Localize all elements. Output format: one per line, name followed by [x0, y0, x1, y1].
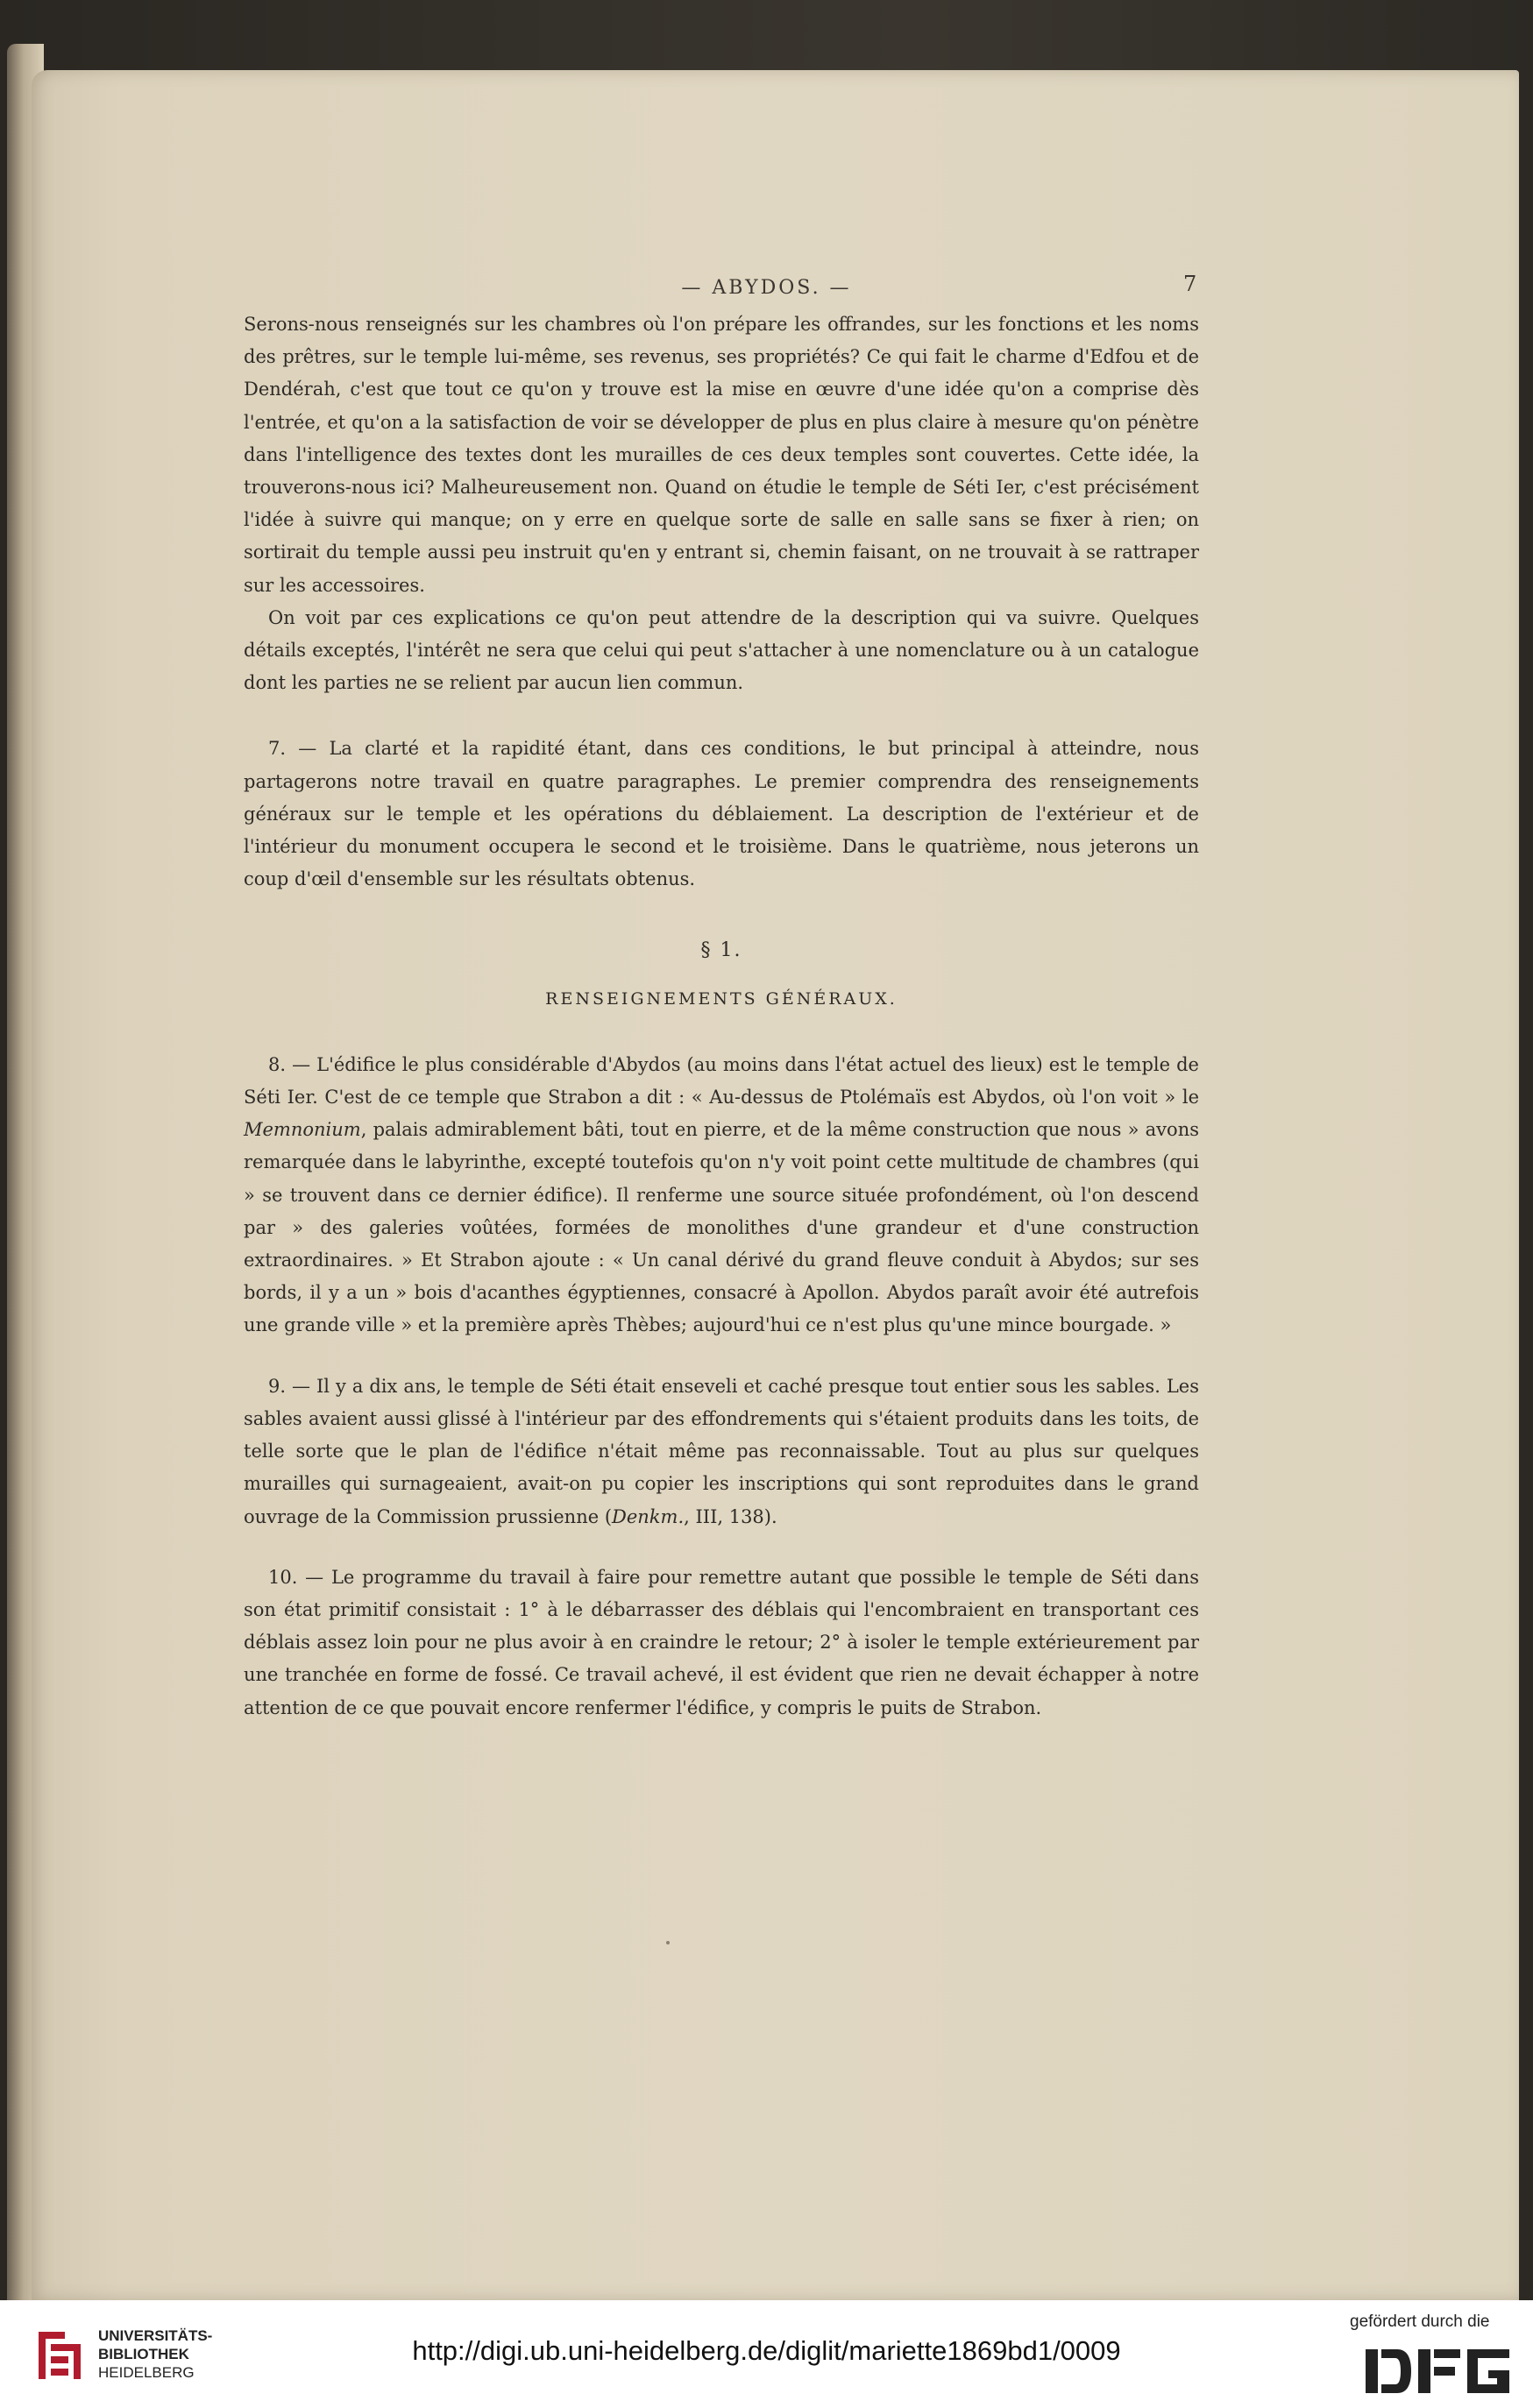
library-name-line2: BIBLIOTHEK — [98, 2346, 189, 2362]
paragraph-8-text-a: 8. — L'édifice le plus considérable d'Abydos (au moins dans l'état actuel des lieux) est le temple de Séti Ier. C'est de ce temple que Strabon a dit : « Au-dessus de Ptolémaïs est Abydos, où l'on voit » le — [244, 1053, 1199, 1108]
page-number: 7 — [1183, 272, 1197, 296]
paragraph-2: On voit par ces explications ce qu'on peut attendre de la description qui va suivre. Quelques détails exceptés, l'intérêt ne sera que celui qui peut s'attacher à une nomenclature ou à un catalogue dont les parties ne se relient par aucun lien commun. — [244, 606, 1199, 694]
paragraph-9-italic: Denkm. — [612, 1505, 685, 1527]
page-body — [244, 308, 1199, 1725]
spacer — [244, 1342, 1199, 1370]
paragraph-10: 10. — Le programme du travail à faire pour remettre autant que possible le temple de Séti dans son état primitif consistait : 1° à le débarrasser des déblais qui l'encombraient en transportant ces déblais assez loin pour ne plus avoir à en craindre le retour; 2° à isoler le temple extérieurement par une tranchée en forme de fossé. Ce travail achevé, il est évident que rien ne devait échapper à notre attention de ce que pouvait encore renfermer l'édifice, y compris le puits de Strabon. — [244, 1566, 1199, 1718]
viewer-footer — [0, 2300, 1533, 2408]
paragraph-7: 7. — La clarté et la rapidité étant, dans ces conditions, le but principal à atteindre, nous partagerons notre travail en quatre paragraphes. Le premier comprendra des renseignements généraux sur le temple et les opérations du déblaiement. La description de l'extérieur et de l'intérieur du monument occupera le second et le troisième. Dans le quatrième, nous jeterons un coup d'œil d'ensemble sur les résultats obtenus. — [244, 738, 1199, 890]
paragraph-8 — [244, 1049, 1199, 1342]
spacer — [244, 896, 1199, 929]
library-name-line3: HEIDELBERG — [98, 2364, 195, 2381]
paragraph-9 — [244, 1370, 1199, 1533]
spacer — [244, 699, 1199, 733]
funding-note: gefördert durch die — [1350, 2312, 1490, 2331]
section-number: § 1. — [700, 939, 742, 962]
dfg-logo-icon — [1364, 2346, 1513, 2397]
section-title: RENSEIGNEMENTS GÉNÉRAUX. — [545, 988, 898, 1009]
paragraph-8-italic: Memnonium — [244, 1119, 361, 1141]
paragraph-8-text-b: , palais admirablement bâti, tout en pierre, et de la même construction que nous » avons remarquée dans le labyrinthe, excepté toutefois qu'on n'y voit point cette multitude de chambres (qui » se trouvent dans ce dernier édifice). Il renferme une source située profondément, où l'on descend par » des galeries voûtées, formées de monolithes d'une grandeur et d'une construction extraordinaires. » Et Strabon ajoute : « Un canal dérivé du grand fleuve conduit à Abydos; sur ses bords, il y a un » bois d'acanthes égyptiennes, consacré à Apollon. Abydos paraît avoir été autrefois une grande ville » et la première après Thèbes; aujourd'hui ce n'est plus qu'une mince bourgade. » — [244, 1119, 1199, 1336]
running-title: — ABYDOS. — — [681, 277, 852, 299]
permalink-url[interactable]: http://digi.ub.uni-heidelberg.de/diglit/mariette1869bd1/0009 — [412, 2335, 1121, 2366]
paragraph-9-text-b: , III, 138). — [684, 1505, 777, 1527]
paragraph-1: Serons-nous renseignés sur les chambres où l'on prépare les offrandes, sur les fonctions et les noms des prêtres, sur le temple lui-même, ses revenus, ses propriétés? Ce qui fait le charme d'Edfou et de Dendérah, c'est que tout ce qu'on y trouve est la mise en œuvre d'une idée qu'on a comprise dès l'entrée, et qu'on a la satisfaction de voir se développer de plus en plus claire à mesure qu'on pénètre dans l'intelligence des textes dont les murailles de ces deux temples sont couvertes. Cette idée, la trouverons-nous ici? Malheureusement non. Quand on étudie le temple de Séti Ier, c'est précisément l'idée à suivre qui manque; on y erre en quelque sorte de salle en salle sans se fixer à rien; on sortirait du temple aussi peu instruit qu'en y entrant si, chemin faisant, on ne trouvait à se rattraper sur les accessoires. — [244, 314, 1199, 596]
paragraph-9-text-a: 9. — Il y a dix ans, le temple de Séti était enseveli et caché presque tout entier sous les sables. Les sables avaient aussi glissé à l'intérieur par des effondrements qui s'étaient produits dans les toits, de telle sorte que le plan de l'édifice n'était même pas reconnaissable. Tout au plus sur quelques murailles qui surnageaient, avait-on pu copier les inscriptions qui sont reproduites dans le grand ouvrage de la Commission prussienne ( — [244, 1375, 1199, 1527]
library-name-line1: UNIVERSITÄTS- — [98, 2327, 213, 2344]
pencil-dot — [666, 1941, 670, 1944]
spacer — [244, 1533, 1199, 1562]
